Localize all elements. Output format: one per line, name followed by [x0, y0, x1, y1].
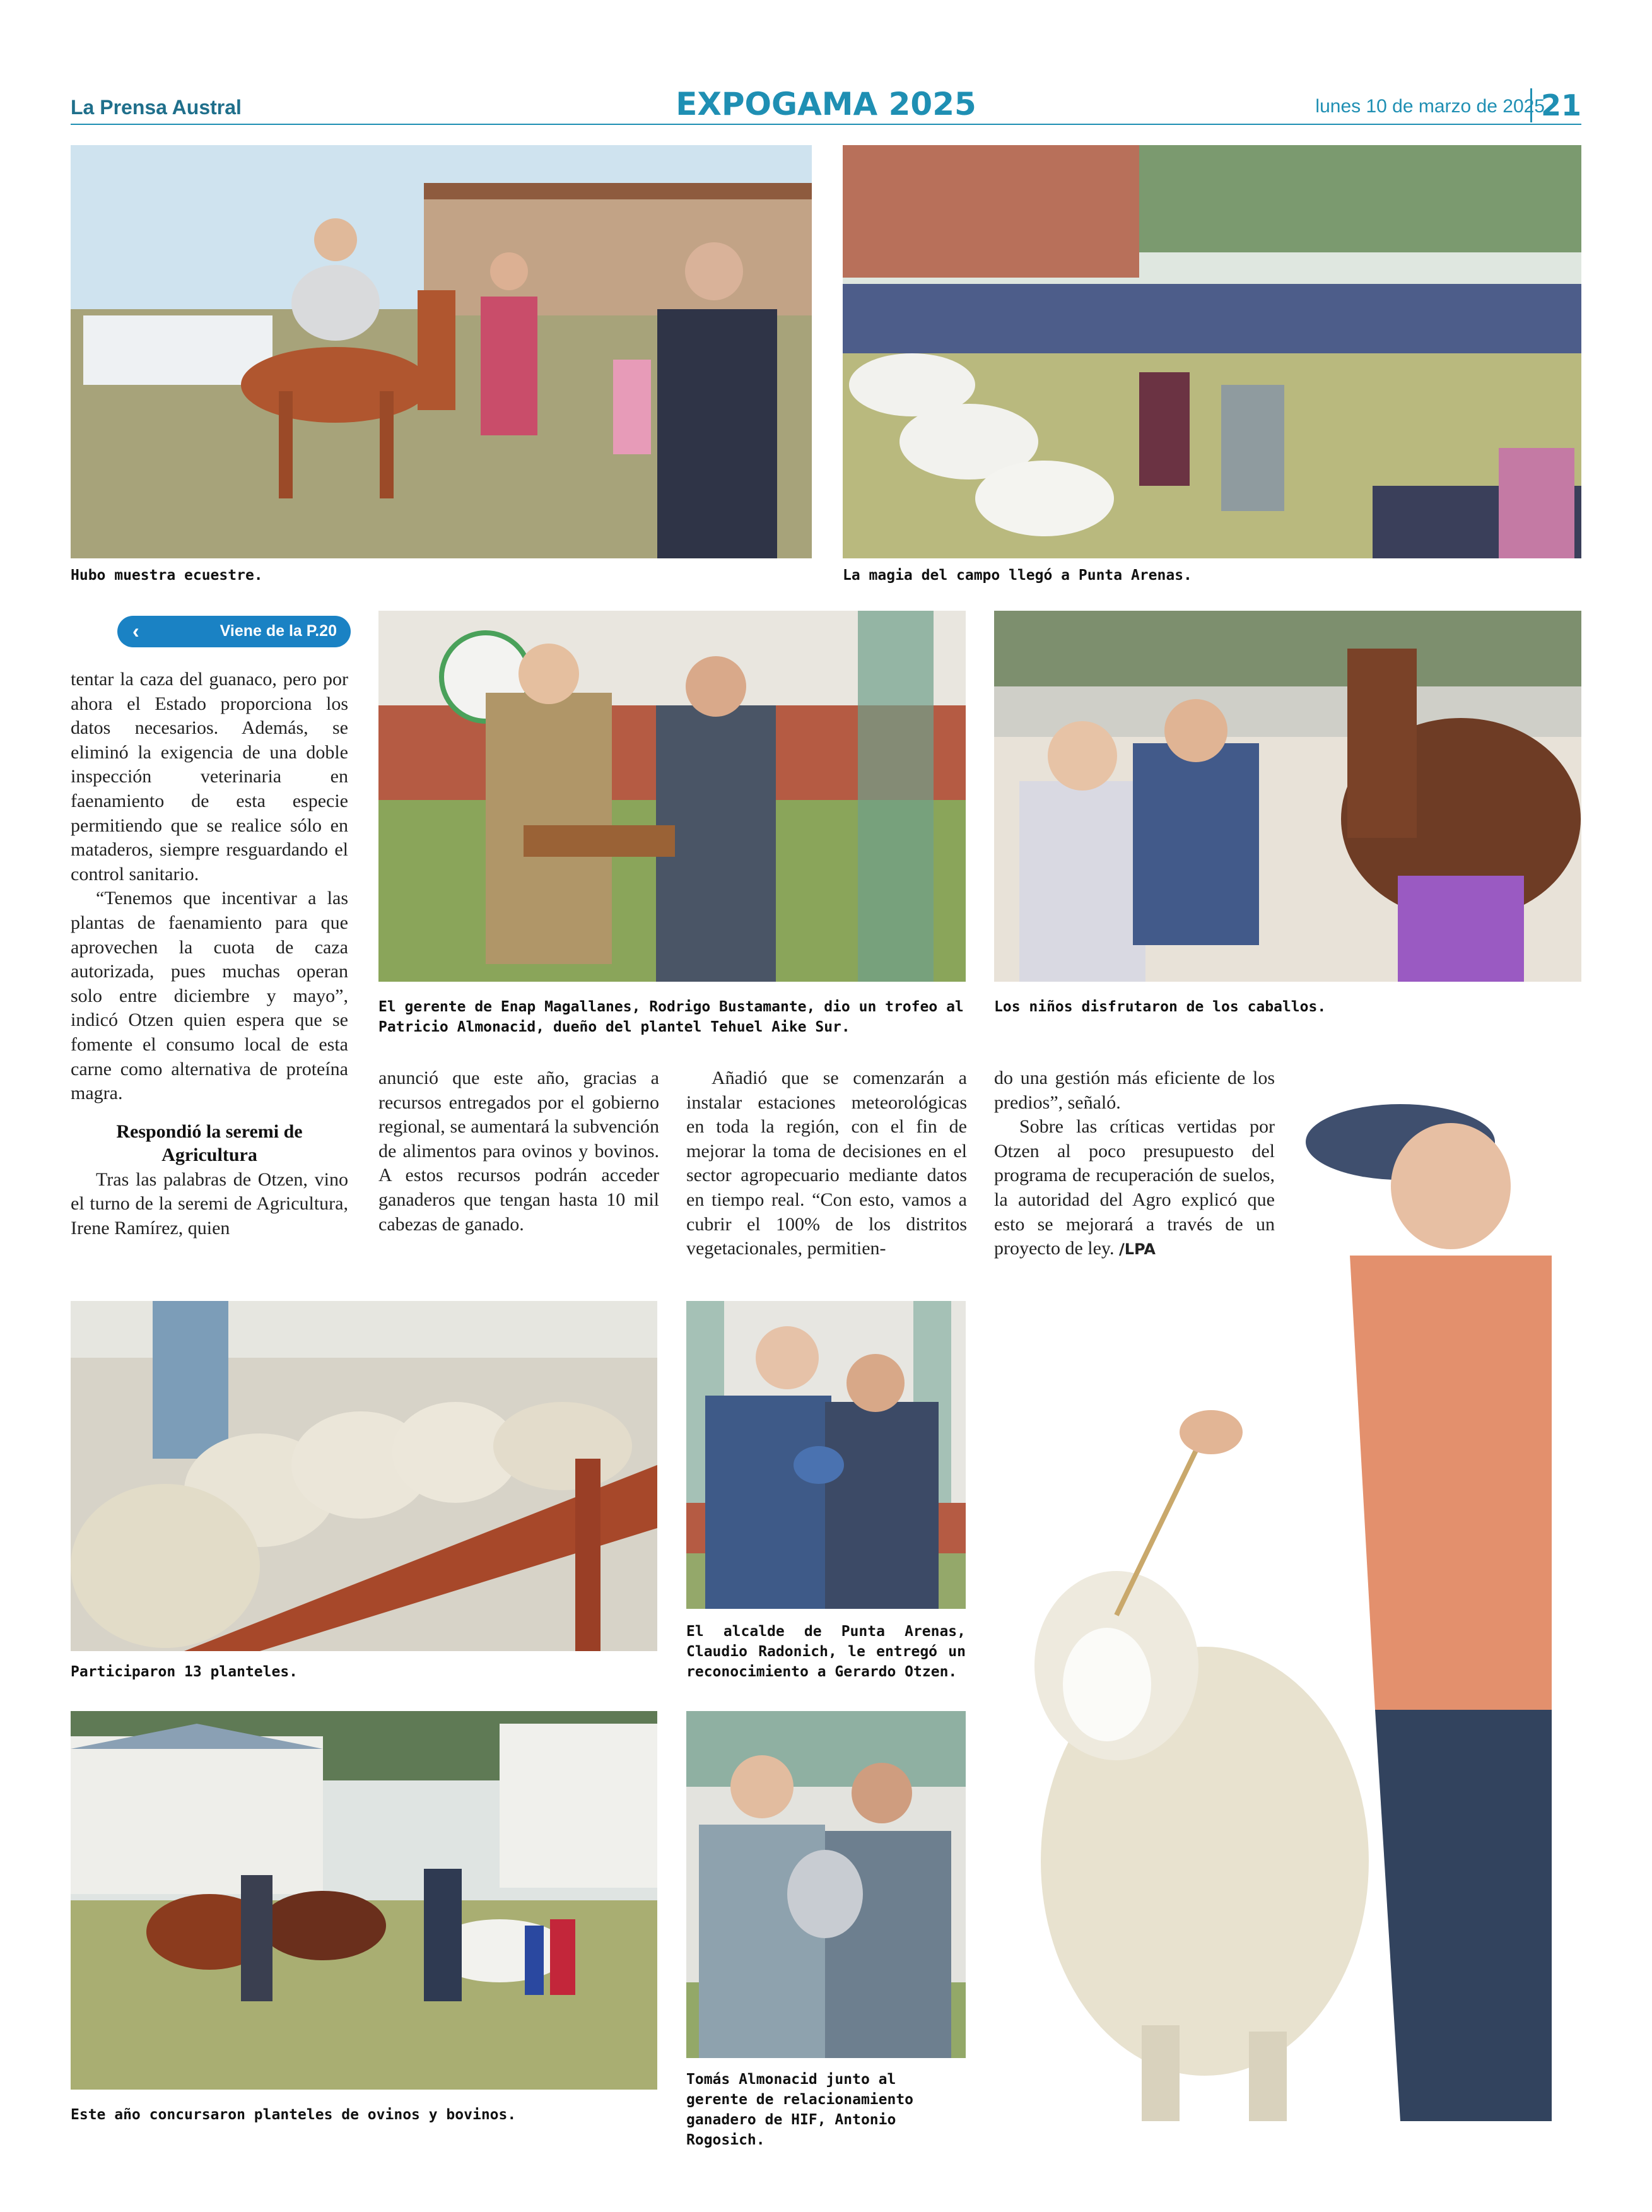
photo-almonacid	[686, 1711, 966, 2058]
photo-equestrian	[71, 145, 812, 558]
caption-planteles: Participaron 13 planteles.	[71, 1664, 298, 1680]
photo-campo	[843, 145, 1581, 558]
photo-trophy	[378, 611, 966, 982]
page-date: lunes 10 de marzo de 2025	[1315, 96, 1545, 117]
caption-almonacid: Tomás Almonacid junto al gerente de relacionamiento ganadero de HIF, Antonio Rogosich.	[686, 2071, 914, 2148]
caption-trophy: El gerente de Enap Magallanes, Rodrigo Bustamante, dio un trofeo al Patricio Almonacid, dueño del plantel Tehuel Aike Sur.	[378, 999, 964, 1035]
caption-children: Los niños disfrutaron de los caballos.	[994, 999, 1327, 1015]
photo-cutout-man-sheep	[997, 1047, 1581, 2121]
chevron-left-icon: ‹	[132, 620, 139, 642]
header-rule	[71, 124, 1581, 125]
article-paragraph: do una gestión más eficiente de los predios”, señaló.	[994, 1068, 1275, 1113]
caption-equestrian: Hubo muestra ecuestre.	[71, 567, 263, 584]
article-subhead: Respondió la seremi de Agricultura	[116, 1121, 303, 1165]
continued-from-badge[interactable]	[117, 616, 351, 647]
caption-alcalde: El alcalde de Punta Arenas, Claudio Radonich, le entregó un reconocimiento a Gerardo Otzen.	[686, 1623, 966, 1680]
continued-from-label: Viene de la P.20	[220, 622, 337, 640]
article-column-1	[71, 668, 348, 1240]
section-title: EXPOGAMA 2025	[676, 86, 976, 122]
article-paragraph: tentar la caza del guanaco, pero por ahora el Estado proporciona los datos necesarios. Además, se eliminó la exigencia de una doble inspección veterinaria en faenamiento de esta especie permitiendo que se realice sólo en mataderos, siempre resguardando el control sanitario.	[71, 669, 348, 885]
photo-children	[994, 611, 1581, 982]
author-signature: /LPA	[1118, 1240, 1156, 1259]
caption-campo: La magia del campo llegó a Punta Arenas.	[843, 567, 1192, 584]
article-paragraph: “Tenemos que incentivar a las plantas de faenamiento para que aprovechen la cuota de caza autorizada, pues muchas operan solo entre diciembre y mayo”, indicó Otzen quien espera que se fomente el consumo local de esta carne como alternativa de proteína magra.	[71, 888, 348, 1104]
photo-planteles	[71, 1301, 657, 1651]
article-column-3	[686, 1066, 967, 1261]
article-paragraph: anunció que este año, gracias a recursos entregados por el gobierno regional, se aumentará la subvención de alimentos para ovinos y bovinos. A estos recursos podrán acceder ganaderos que tengan hasta 10 mil cabezas de ganado.	[378, 1068, 659, 1235]
photo-alcalde	[686, 1301, 966, 1609]
article-paragraph: Sobre las críticas vertidas por Otzen al poco presupuesto del programa de recuperación de suelos, la autoridad del Agro explicó que esto se mejorará a través de un proyecto de ley.	[994, 1116, 1275, 1259]
article-column-2	[378, 1066, 659, 1237]
photo-bovinos	[71, 1711, 657, 2090]
article-paragraph: Añadió que se comenzarán a instalar estaciones meteorológicas en toda la región, con el fin de mejorar la toma de decisiones en el sector agropecuario mediante datos en tiempo real. “Con esto, vamos a cubrir el 100% de los distritos vegetacionales, permitien-	[686, 1068, 967, 1259]
masthead: La Prensa Austral	[71, 96, 242, 119]
article-paragraph: Tras las palabras de Otzen, vino el turno de la seremi de Agricultura, Irene Ramírez, quien	[71, 1168, 348, 1238]
caption-bovinos: Este año concursaron planteles de ovinos y bovinos.	[71, 2107, 517, 2123]
page-number: 21	[1530, 88, 1581, 122]
